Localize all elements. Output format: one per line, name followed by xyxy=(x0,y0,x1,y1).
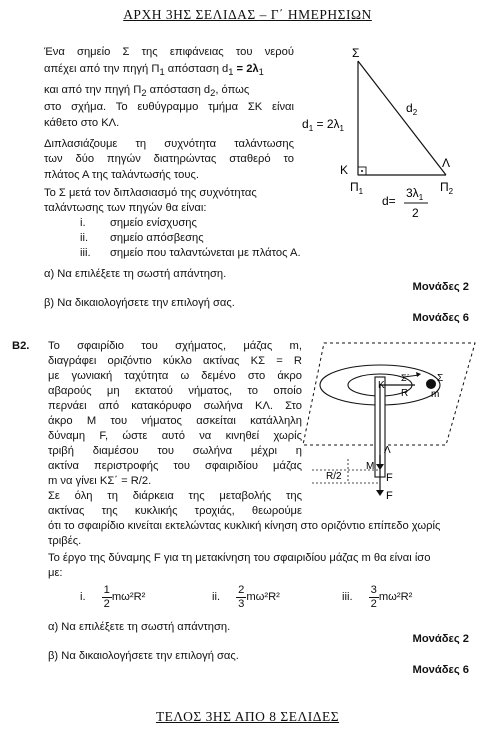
q1-para2-line-2: των δύο πηγών διατηρώντας σταθερό το xyxy=(44,153,294,165)
q2-choice-2: ii. $\frac{2}{3}$ mω²R² xyxy=(212,583,280,610)
q2-choice-1: i. $\frac{1}{2}$ mω²R² xyxy=(80,583,146,610)
label-lambda: Λ xyxy=(384,445,391,456)
q1-line-5: κάθετο στο ΚΛ. xyxy=(44,117,120,129)
label-force-2: F xyxy=(386,490,393,502)
label-r-half: R/2 xyxy=(326,471,342,482)
q2-line-6: άκρο Μ του νήματος ασκείται κατάλληλη xyxy=(48,415,302,427)
label-d1: $d_1 = 2\lambda_1$ xyxy=(302,117,344,133)
label-k: Κ xyxy=(378,380,385,391)
label-sigma: Σ xyxy=(437,373,444,384)
q2-full-line-3: Το έργο της δύναμης F για τη μετακίνηση του σφαιριδίου μάζας m θα είναι ίσο xyxy=(48,552,431,564)
label-k: Κ xyxy=(340,163,349,177)
q2-line-8: τριβή διαμέσου του σωλήνα μέχρι η xyxy=(48,445,302,457)
label-p2: $\Pi_2$ xyxy=(440,180,454,196)
q1-option-1: i. σημείο ενίσχυσης xyxy=(80,217,197,229)
q2-line-11: Σε όλη τη διάρκεια της μεταβολής της xyxy=(48,490,302,502)
q1-para3-line-1: Το Σ μετά τον διπλασιασμό της συχνότητας xyxy=(44,187,257,199)
label-m: m xyxy=(431,389,440,400)
label-p1: $\Pi_1$ xyxy=(350,180,364,196)
label-sigma: Σ xyxy=(352,46,360,60)
q2-full-line-2: τριβές. xyxy=(48,535,82,547)
label-r: R xyxy=(401,388,409,399)
page-header: ΑΡΧΗ 3ΗΣ ΣΕΛΙΔΑΣ – Γ΄ ΗΜΕΡΗΣΙΩΝ xyxy=(123,7,372,22)
q1-line-2: απέχει από την πηγή $\Pi_1$ απόσταση $d_1 = 2\lambda_1$ xyxy=(44,63,264,78)
label-force-1: F xyxy=(386,472,393,484)
q2-line-1: Το σφαιρίδιο του σχήματος, μάζας m, xyxy=(48,340,302,352)
q2-line-2: διαγράφει οριζόντιο κύκλο ακτίνας ΚΣ = R xyxy=(48,355,302,367)
label-d2: $d_2$ xyxy=(406,101,418,117)
q1-para3-line-2: ταλάντωσης των πηγών θα είναι: xyxy=(44,202,207,214)
hypotenuse-line xyxy=(358,61,446,175)
q2-line-7: δύναμη F, ώστε αυτό να κινηθεί χωρίς xyxy=(48,430,302,442)
q1-para2-line-3: πλάτος Α της ταλάντωσής τους. xyxy=(44,169,200,181)
q2-part-b: β) Να δικαιολογήσετε την επιλογή σας. xyxy=(48,650,239,662)
q2-part-a-points: Μονάδες 2 xyxy=(412,633,469,645)
label-d: d= xyxy=(382,194,396,208)
q2-full-line-1: ότι το σφαιρίδιο κινείται εκτελώντας κυκλική κίνηση στο οριζόντιο επίπεδο χωρίς xyxy=(48,520,441,532)
q2-label: Β2. xyxy=(12,340,30,352)
horizontal-plane xyxy=(303,343,475,445)
q1-part-a: α) Να επιλέξετε τη σωστή απάντηση. xyxy=(44,268,227,280)
q1-line-1: Ένα σημείο Σ της επιφάνειας του νερού xyxy=(44,46,294,58)
q1-para2-line-1: Διπλασιάζουμε τη συχνότητα ταλάντωσης xyxy=(44,138,294,150)
q2-line-5: περνάει από κατακόρυφο σωλήνα ΚΛ. Στο xyxy=(48,400,302,412)
q1-part-a-points: Μονάδες 2 xyxy=(412,281,469,293)
q1-part-b: β) Να δικαιολογήσετε την επιλογή σας. xyxy=(44,297,235,309)
force-arrowhead-2 xyxy=(376,490,384,496)
q2-part-a: α) Να επιλέξετε τη σωστή απάντηση. xyxy=(48,621,231,633)
q1-line-4: στο σχήμα. Το ευθύγραμμο τμήμα ΣΚ είναι xyxy=(44,101,294,113)
sphere-mass xyxy=(426,379,436,389)
q1-option-3: iii. σημείο που ταλαντώνεται με πλάτος Α. xyxy=(80,247,301,259)
label-d-numerator: $3\lambda_1$ xyxy=(406,186,424,202)
q2-line-4: αβαρούς μη εκτατού νήματος, το οποίο xyxy=(48,385,302,397)
right-angle-dot xyxy=(361,170,363,172)
q2-line-3: με γωνιακή ταχύτητα ω δεμένο στο άκρο xyxy=(48,370,302,382)
q1-option-2: ii. σημείο απόσβεσης xyxy=(80,232,204,244)
q1-triangle-figure xyxy=(300,40,470,230)
q2-choice-3: iii. $\frac{3}{2}$ mω²R² xyxy=(342,583,413,610)
velocity-arrowhead xyxy=(416,372,421,377)
q2-part-b-points: Μονάδες 6 xyxy=(412,664,469,676)
label-m-point: Μ xyxy=(366,461,375,472)
q1-part-b-points: Μονάδες 6 xyxy=(412,312,469,324)
q2-line-10: m να γίνει ΚΣ΄ = R/2. xyxy=(48,475,152,487)
q2-full-line-4: με: xyxy=(48,567,63,579)
page-footer: ΤΕΛΟΣ 3ΗΣ ΑΠΟ 8 ΣΕΛΙΔΕΣ xyxy=(155,709,340,724)
q1-line-3: και από την πηγή $\Pi_2$ απόσταση $d_2$, όπως xyxy=(44,84,250,99)
q2-line-12: ακτίνας της κυκλικής τροχιάς, θεωρούμε xyxy=(48,505,302,517)
label-lambda: Λ xyxy=(442,156,451,170)
q2-tube-figure xyxy=(300,337,480,507)
q2-line-9: ακτίνα περιστροφής του σφαιριδίου μάζας xyxy=(48,460,302,472)
label-d-denominator: 2 xyxy=(412,206,419,220)
label-sigma-prime: Σ΄ xyxy=(401,373,410,383)
